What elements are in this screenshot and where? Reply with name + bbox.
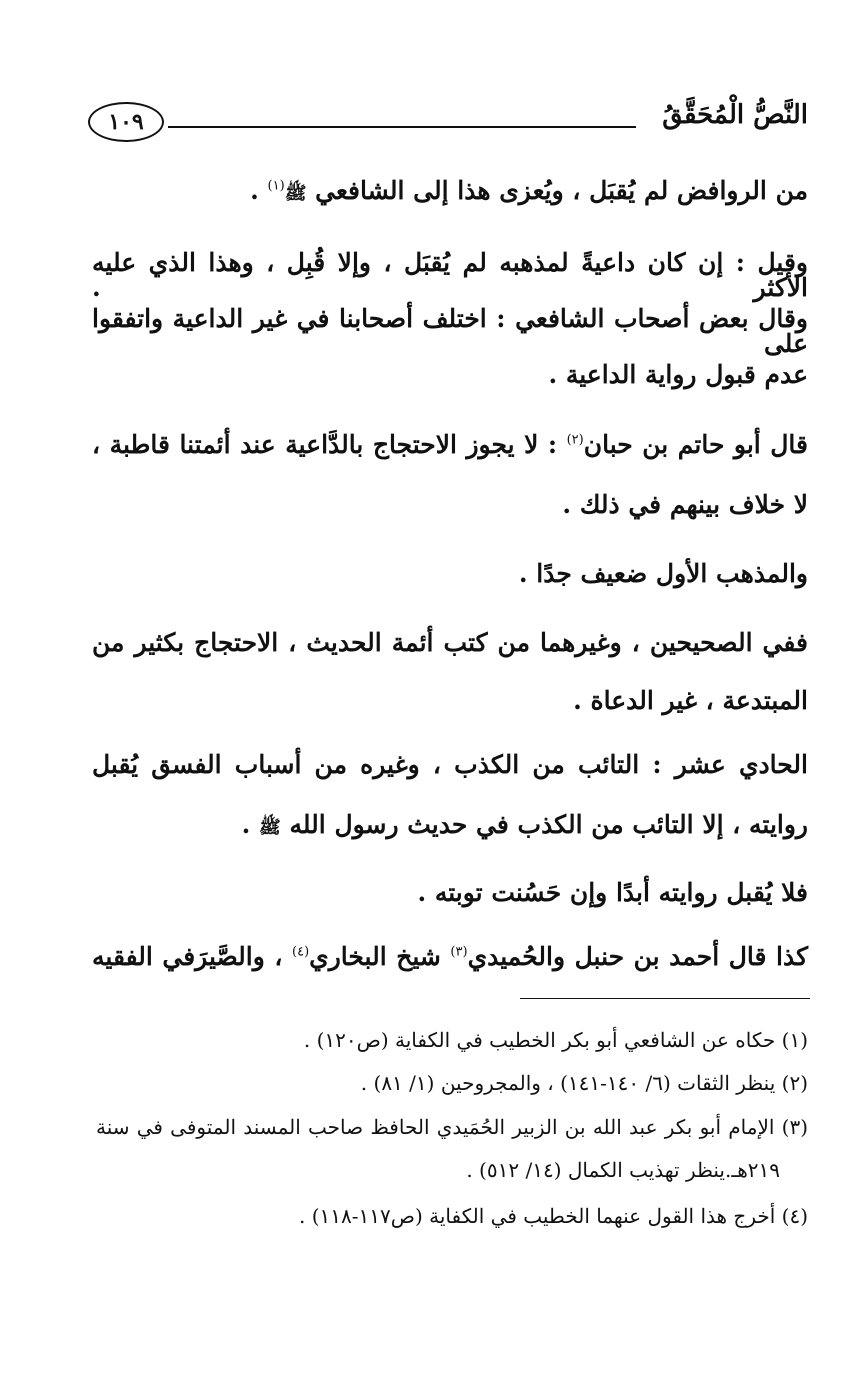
- page-number: ١٠٩: [108, 109, 144, 135]
- body-line-5-b: : لا يجوز الاحتجاج بالدَّاعية عند أئمتنا قاطبة ،: [92, 430, 567, 459]
- footnote-3-line-1: (٣) الإمام أبو بكر عبد الله بن الزبير الحُمَيدي الحافظ صاحب المسند المتوفى في سنة: [96, 1115, 808, 1139]
- header-rule: [168, 126, 636, 128]
- footnote-ref-3: (٣): [450, 944, 468, 960]
- footnote-4: (٤) أخرج هذا القول عنهما الخطيب في الكفاية (ص١١٧-١١٨) .: [299, 1204, 808, 1228]
- body-line-6: لا خلاف بينهم في ذلك .: [562, 490, 808, 519]
- body-line-12: فلا يُقبل روايته أبدًا وإن حَسُنت توبته .: [417, 878, 808, 907]
- footnote-1: (١) حكاه عن الشافعي أبو بكر الخطيب في الكفاية (ص١٢٠) .: [303, 1028, 808, 1052]
- body-line-11: [242, 812, 808, 837]
- body-line-5: [92, 432, 808, 464]
- footnote-ref-1: (١): [267, 178, 285, 194]
- footnote-ref-4: (٤): [292, 944, 310, 960]
- body-line-13-a: كذا قال أحمد بن حنبل والحُميدي: [467, 942, 808, 971]
- body-line-13-b: شيخ البخاري: [309, 942, 451, 971]
- footnote-ref-2: (٢): [566, 432, 584, 448]
- body-line-1-text: من الروافض لم يُقبَل ، ويُعزى هذا إلى الشافعي: [306, 176, 808, 205]
- body-line-11-text: روايته ، إلا التائب من الكذب في حديث رسول الله: [280, 810, 808, 839]
- page-number-oval: [88, 102, 164, 142]
- running-header: [88, 98, 808, 148]
- body-line-2: وقيل : إن كان داعيةً لمذهبه لم يُقبَل ، وإلا قُبِل ، وهذا الذي عليه الأكثر .: [92, 248, 808, 302]
- header-title: النَّصُّ الْمُحَقَّقُ: [662, 100, 808, 130]
- body-line-8: ففي الصحيحين ، وغيرهما من كتب أئمة الحديث ، الاحتجاج بكثير من: [92, 628, 808, 657]
- body-line-13: [92, 944, 808, 976]
- body-line-1: [250, 178, 808, 203]
- body-line-9: المبتدعة ، غير الدعاة .: [573, 686, 808, 715]
- body-line-3: وقال بعض أصحاب الشافعي : اختلف أصحابنا في غير الداعية واتفقوا على: [92, 304, 808, 358]
- footnote-separator: [520, 998, 810, 999]
- honorific-glyph: ﷺ: [284, 183, 307, 204]
- body-line-5-a: قال أبو حاتم بن حبان: [583, 430, 808, 459]
- footnote-2: (٢) ينظر الثقات (٦/ ١٤٠-١٤١) ، والمجروحين (١/ ٨١) .: [360, 1071, 808, 1095]
- body-line-13-c: ، والصَّيرَفي الفقيه: [92, 942, 293, 971]
- honorific-glyph-2: ﷺ: [259, 817, 281, 838]
- footnote-3-line-2: ٢١٩هـ.ينظر تهذيب الكمال (١٤/ ٥١٢) .: [466, 1158, 780, 1182]
- body-line-7: والمذهب الأول ضعيف جدًا .: [518, 559, 808, 588]
- body-line-11-end: .: [241, 810, 260, 839]
- body-line-4: عدم قبول رواية الداعية .: [548, 360, 808, 389]
- body-line-10: الحادي عشر : التائب من الكذب ، وغيره من أسباب الفسق يُقبل: [92, 750, 808, 779]
- body-line-1-end: .: [250, 176, 268, 205]
